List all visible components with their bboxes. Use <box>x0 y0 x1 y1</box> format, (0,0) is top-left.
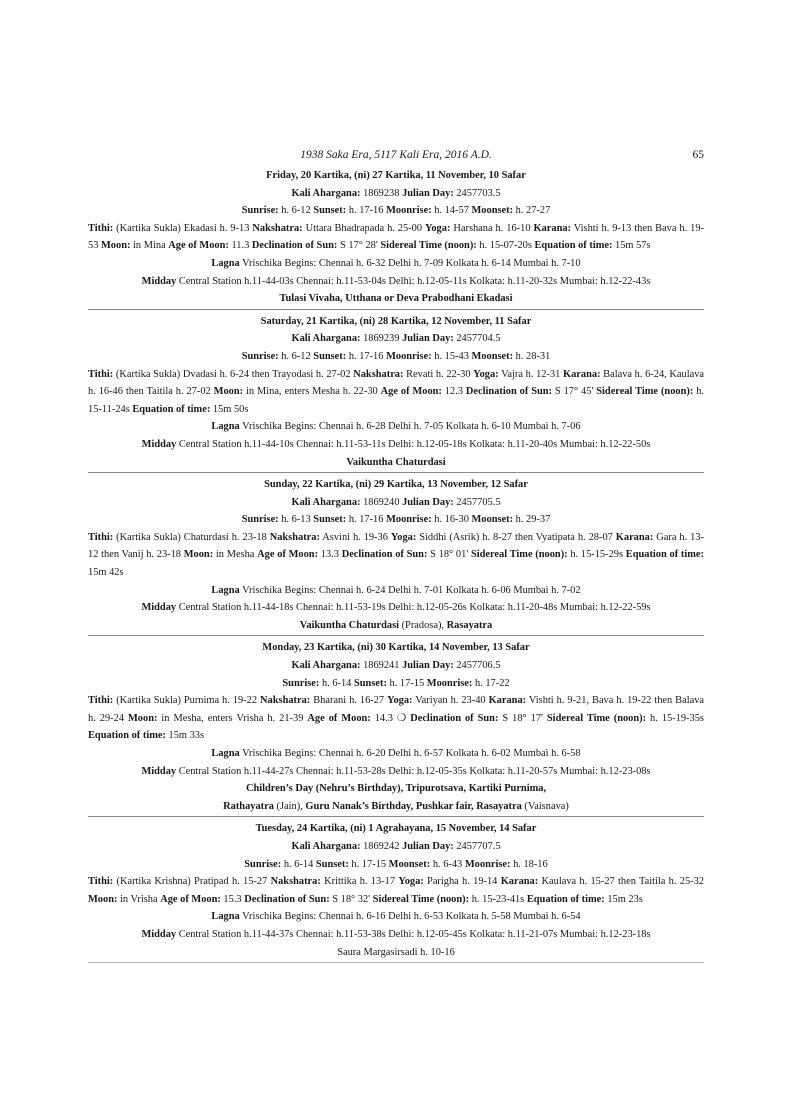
detail-item-value: Vishti h. 9-21, Bava h. 19-22 then Balava h. 29-24 <box>88 695 705 724</box>
sun-moon-item-value: h. 17-16 <box>346 205 384 217</box>
sun-moon-item-value: h. 28-31 <box>513 350 551 362</box>
midday-value: Central Station h.11-44-03s Chennai: h.11-53-04s Delhi: h.12-05-11s Kolkata: h.11-20-32s Mumbai: h.12-22-43s <box>176 275 651 287</box>
detail-item-value: Kaulava h. 15-27 then Taitila h. 25-32 <box>538 876 704 888</box>
detail-item-value: Bharani h. 16-27 <box>310 695 385 707</box>
detail-item-label: Karana: <box>500 876 539 888</box>
kali-ahargana-label: Kali Ahargana: <box>291 333 361 345</box>
detail-item-value: Balava h. 6-24, Kaulava h. 16-46 then Taitila h. 27-02 <box>88 368 704 398</box>
detail-item-value: S 17° 45' <box>552 386 594 398</box>
lagna-line <box>88 908 704 926</box>
detail-item-value: Asvini h. 19-36 <box>319 531 388 543</box>
lagna-label: Lagna <box>211 421 240 433</box>
day-details <box>88 220 704 255</box>
detail-item-value: 15m 42s <box>88 567 124 579</box>
festival-text: Children’s Day (Nehru’s Birthday), Tripurotsava, Kartiki Purnima, <box>245 783 547 795</box>
detail-item-label: Tithi: <box>88 876 114 888</box>
almanac-page <box>88 149 704 966</box>
detail-item-label: Declination of Sun: <box>244 893 330 905</box>
day-entry <box>88 167 704 308</box>
day-entries <box>88 167 704 963</box>
sun-moon-line <box>88 675 704 693</box>
midday-line <box>88 599 704 617</box>
detail-item-value: 15m 57s <box>612 240 651 252</box>
kali-ahargana-value: 1869238 <box>360 187 400 199</box>
midday-line <box>88 926 704 944</box>
sun-moon-item-value: h. 6-12 <box>278 205 311 217</box>
sun-moon-item-value: h. 14-57 <box>431 205 469 217</box>
festival-text: (Pradosa), <box>399 619 447 631</box>
detail-item-value: 15m 50s <box>210 403 249 415</box>
day-entry <box>88 476 704 634</box>
detail-item-label: Sidereal Time (noon): <box>380 240 477 252</box>
festival-text: (Vaisnava) <box>521 800 569 812</box>
detail-item-label: Moon: <box>128 712 158 724</box>
festival-text: Vaikuntha Chaturdasi <box>346 456 446 468</box>
kali-ahargana-value: 1869242 <box>360 840 400 852</box>
detail-item-value: Parigha h. 19-14 <box>423 876 498 888</box>
sun-moon-item-value: h. 6-12 <box>278 350 311 362</box>
sun-moon-item-value: h. 27-27 <box>513 205 551 217</box>
kali-ahargana-label: Kali Ahargana: <box>291 187 361 199</box>
detail-item-value: in Mesha <box>213 549 255 561</box>
sun-moon-item-label: Sunrise: <box>282 677 320 689</box>
detail-item-value: h. 15-15-29s <box>567 549 624 561</box>
kali-julian-line <box>88 494 704 512</box>
julian-day-value: 2457704.5 <box>453 333 501 345</box>
sun-moon-item-label: Sunrise: <box>244 858 282 870</box>
day-date <box>88 639 704 657</box>
detail-item-label: Equation of time: <box>534 240 613 252</box>
detail-item-label: Nakshatra: <box>252 222 303 234</box>
detail-item-value: Variyan h. 23-40 <box>412 695 486 707</box>
lagna-label: Lagna <box>211 257 240 269</box>
kali-ahargana-label: Kali Ahargana: <box>291 840 361 852</box>
festival-text: Saura Margasirsadi h. 10-16 <box>337 946 455 958</box>
sun-moon-item-label: Moonrise: <box>464 858 511 870</box>
detail-item-label: Sidereal Time (noon): <box>470 549 568 561</box>
detail-item-label: Karana: <box>488 695 527 707</box>
detail-item-label: Declination of Sun: <box>341 549 428 561</box>
lagna-value: Vrischika Begins: Chennai h. 6-16 Delhi h. 6-53 Kolkata h. 5-58 Mumbai h. 6-54 <box>239 911 581 923</box>
sun-moon-line <box>88 348 704 366</box>
detail-item-label: Nakshatra: <box>270 876 321 888</box>
sun-moon-item-value: h. 17-15 <box>386 677 425 689</box>
detail-item-value: Siddhi (Asrik) h. 8-27 then Vyatipata h. 28-07 <box>416 531 613 543</box>
sun-moon-item-value: h. 6-13 <box>278 514 311 526</box>
detail-item-value: (Kartika Sukla) Dvadasi h. 6-24 then Trayodasi h. 27-02 <box>113 368 351 380</box>
sun-moon-item-value: h. 17-16 <box>346 514 384 526</box>
festival-line <box>88 617 704 635</box>
detail-item-label: Sidereal Time (noon): <box>372 893 470 905</box>
page-number: 65 <box>692 149 704 161</box>
sun-moon-item-label: Moonrise: <box>426 677 473 689</box>
midday-label: Midday <box>141 765 177 777</box>
kali-ahargana-value: 1869241 <box>360 660 400 672</box>
detail-item-label: Tithi: <box>88 368 114 380</box>
detail-item-label: Tithi: <box>88 531 114 543</box>
midday-value: Central Station h.11-44-27s Chennai: h.11-53-28s Delhi: h.12-05-35s Kolkata: h.11-20-57s Mumbai: h.12-23-08s <box>176 765 651 777</box>
sun-moon-item-label: Moonrise: <box>386 514 432 526</box>
kali-ahargana-label: Kali Ahargana: <box>291 496 361 508</box>
detail-item-value: Vishti h. 9-13 then Bava h. 19-53 <box>88 222 704 252</box>
sun-moon-item-value: h. 29-37 <box>513 514 551 526</box>
detail-item-label: Sidereal Time (noon): <box>596 386 694 398</box>
sun-moon-item-value: h. 17-15 <box>348 858 387 870</box>
detail-item-value: S 17° 28' <box>337 240 378 252</box>
detail-item-value: in Mesha, enters Vrisha h. 21-39 <box>157 712 304 724</box>
sun-moon-item-label: Moonset: <box>471 514 514 526</box>
detail-item-value: Krittika h. 13-17 <box>320 876 396 888</box>
sun-moon-item-label: Sunset: <box>354 677 387 689</box>
detail-item-label: Age of Moon: <box>168 240 229 252</box>
detail-item-value: h. 15-23-41s <box>469 893 525 905</box>
lagna-label: Lagna <box>211 584 240 596</box>
detail-item-label: Yoga: <box>390 531 417 543</box>
kali-ahargana-value: 1869239 <box>360 333 400 345</box>
detail-item-label: Moon: <box>88 893 118 905</box>
detail-item-value: Harshana h. 16-10 <box>450 222 531 234</box>
julian-day-label: Julian Day: <box>402 187 454 199</box>
detail-item-value: in Mina <box>130 240 166 252</box>
detail-item-label: Equation of time: <box>625 549 704 561</box>
julian-day-value: 2457706.5 <box>453 660 501 672</box>
detail-item-value: Revati h. 22-30 <box>403 368 471 380</box>
detail-item-label: Age of Moon: <box>257 549 319 561</box>
entry-separator <box>88 962 704 963</box>
day-entry <box>88 639 704 815</box>
detail-item-label: Yoga: <box>387 695 413 707</box>
kali-ahargana-value: 1869240 <box>360 496 400 508</box>
lagna-value: Vrischika Begins: Chennai h. 6-24 Delhi h. 7-01 Kolkata h. 6-06 Mumbai h. 7-02 <box>239 584 581 596</box>
sun-moon-item-value: h. 15-43 <box>431 350 469 362</box>
julian-day-label: Julian Day: <box>402 333 454 345</box>
sun-moon-item-value: h. 17-22 <box>472 677 510 689</box>
lagna-line <box>88 255 704 273</box>
day-details <box>88 692 704 745</box>
julian-day-label: Julian Day: <box>402 840 454 852</box>
detail-item-label: Moon: <box>101 240 131 252</box>
detail-item-value: 12.3 <box>441 386 463 398</box>
festival-text: Vaikuntha Chaturdasi <box>299 619 399 631</box>
detail-item-value: 14.3 ❍ <box>370 712 407 724</box>
detail-item-value: h. 15-19-35s <box>646 712 704 724</box>
detail-item-label: Yoga: <box>473 368 499 380</box>
day-date-text: Sunday, 22 Kartika, (ni) 29 Kartika, 13 November, 12 Safar <box>264 479 528 491</box>
sun-moon-line <box>88 511 704 529</box>
entry-separator <box>88 816 704 817</box>
detail-item-label: Nakshatra: <box>269 531 320 543</box>
sun-moon-item-label: Moonset: <box>471 205 514 217</box>
sun-moon-item-value: h. 6-14 <box>281 858 314 870</box>
detail-item-value: 15m 33s <box>165 730 205 742</box>
sun-moon-item-value: h. 16-30 <box>431 514 469 526</box>
day-date <box>88 476 704 494</box>
page-header <box>88 149 704 167</box>
detail-item-value: 11.3 <box>228 240 250 252</box>
day-date-text: Saturday, 21 Kartika, (ni) 28 Kartika, 12 November, 11 Safar <box>260 315 532 327</box>
detail-item-value: 13.3 <box>318 549 339 561</box>
sun-moon-item-label: Sunrise: <box>241 514 279 526</box>
detail-item-label: Equation of time: <box>88 730 166 742</box>
detail-item-label: Nakshatra: <box>260 695 311 707</box>
sun-moon-item-label: Moonrise: <box>386 205 432 217</box>
julian-day-value: 2457705.5 <box>453 496 501 508</box>
detail-item-value: S 18° 17' <box>498 712 543 724</box>
kali-julian-line <box>88 838 704 856</box>
day-date-text: Tuesday, 24 Kartika, (ni) 1 Agrahayana, 15 November, 14 Safar <box>255 823 537 835</box>
kali-julian-line <box>88 330 704 348</box>
sun-moon-item-label: Sunrise: <box>241 205 279 217</box>
midday-label: Midday <box>141 438 177 450</box>
festival-text: Guru Nanak’s Birthday, Pushkar fair, Rasayatra <box>305 800 522 812</box>
midday-label: Midday <box>141 275 177 287</box>
sun-moon-item-value: h. 18-16 <box>510 858 548 870</box>
detail-item-label: Declination of Sun: <box>251 240 338 252</box>
detail-item-label: Karana: <box>615 531 654 543</box>
sun-moon-item-label: Sunset: <box>313 205 347 217</box>
julian-day-label: Julian Day: <box>402 496 454 508</box>
festival-line <box>88 290 704 308</box>
midday-value: Central Station h.11-44-10s Chennai: h.11-53-11s Delhi: h.12-05-18s Kolkata: h.11-20-40s Mumbai: h.12-22-50s <box>176 438 651 450</box>
detail-item-value: h. 15-07-20s <box>476 240 532 252</box>
detail-item-label: Age of Moon: <box>380 386 442 398</box>
lagna-line <box>88 582 704 600</box>
midday-line <box>88 436 704 454</box>
detail-item-value: (Kartika Sukla) Chaturdasi h. 23-18 <box>113 531 267 543</box>
sun-moon-item-label: Moonset: <box>471 350 514 362</box>
julian-day-value: 2457707.5 <box>453 840 501 852</box>
midday-label: Midday <box>141 602 177 614</box>
detail-item-label: Age of Moon: <box>160 893 221 905</box>
midday-line <box>88 763 704 781</box>
detail-item-label: Tithi: <box>88 222 114 234</box>
sun-moon-item-label: Moonset: <box>388 858 431 870</box>
julian-day-label: Julian Day: <box>402 660 454 672</box>
detail-item-value: S 18° 32' <box>329 893 371 905</box>
kali-julian-line <box>88 185 704 203</box>
lagna-line <box>88 418 704 436</box>
detail-item-value: (Kartika Krishna) Pratipad h. 15-27 <box>113 876 268 888</box>
midday-value: Central Station h.11-44-18s Chennai: h.11-53-19s Delhi: h.12-05-26s Kolkata: h.11-20-48s Mumbai: h.12-22-59s <box>176 602 651 614</box>
detail-item-label: Moon: <box>183 549 214 561</box>
detail-item-label: Karana: <box>533 222 572 234</box>
sun-moon-line <box>88 856 704 874</box>
detail-item-label: Age of Moon: <box>307 712 371 724</box>
entry-separator <box>88 309 704 310</box>
festival-line <box>88 454 704 472</box>
sun-moon-item-label: Sunset: <box>315 858 349 870</box>
detail-item-value: in Vrisha <box>117 893 158 905</box>
detail-item-label: Equation of time: <box>132 403 211 415</box>
festival-text: (Jain), <box>273 800 306 812</box>
day-details <box>88 366 704 419</box>
detail-item-value: 15.3 <box>220 893 242 905</box>
sun-moon-item-value: h. 17-16 <box>346 350 384 362</box>
page-header-title: 1938 Saka Era, 5117 Kali Era, 2016 A.D. <box>300 149 492 161</box>
sun-moon-item-label: Moonrise: <box>386 350 432 362</box>
festival-line <box>88 798 704 816</box>
festival-text: Rathayatra <box>223 800 274 812</box>
detail-item-value: h. 15-11-24s <box>88 386 705 415</box>
sun-moon-item-value: h. 6-14 <box>319 677 352 689</box>
detail-item-label: Yoga: <box>398 876 424 888</box>
julian-day-value: 2457703.5 <box>453 187 501 199</box>
lagna-value: Vrischika Begins: Chennai h. 6-28 Delhi h. 7-05 Kolkata h. 6-10 Mumbai h. 7-06 <box>239 421 581 433</box>
detail-item-value: Vajra h. 12-31 <box>498 368 561 380</box>
day-date <box>88 167 704 185</box>
entry-separator <box>88 635 704 636</box>
detail-item-label: Equation of time: <box>526 893 605 905</box>
festival-text: Tulasi Vivaha, Utthana or Deva Prabodhani Ekadasi <box>279 293 513 305</box>
kali-julian-line <box>88 657 704 675</box>
day-details <box>88 529 704 582</box>
day-date-text: Monday, 23 Kartika, (ni) 30 Kartika, 14 November, 13 Safar <box>262 642 530 654</box>
day-entry <box>88 820 704 961</box>
festival-line <box>88 944 704 962</box>
detail-item-label: Karana: <box>562 368 601 380</box>
detail-item-label: Yoga: <box>425 222 451 234</box>
day-date <box>88 313 704 331</box>
sun-moon-item-value: h. 6-43 <box>430 858 463 870</box>
kali-ahargana-label: Kali Ahargana: <box>291 660 361 672</box>
day-details <box>88 873 704 908</box>
lagna-label: Lagna <box>211 748 240 759</box>
sun-moon-line <box>88 202 704 220</box>
detail-item-value: 15m 23s <box>604 893 643 905</box>
detail-item-value: Uttara Bhadrapada h. 25-00 <box>302 222 423 234</box>
detail-item-label: Sidereal Time (noon): <box>546 712 647 724</box>
detail-item-value: in Mina, enters Mesha h. 22-30 <box>243 386 378 398</box>
lagna-line <box>88 745 704 763</box>
day-date <box>88 820 704 838</box>
midday-line <box>88 273 704 291</box>
sun-moon-item-label: Sunset: <box>313 514 347 526</box>
lagna-value: Vrischika Begins: Chennai h. 6-32 Delhi h. 7-09 Kolkata h. 6-14 Mumbai h. 7-10 <box>239 257 581 269</box>
day-entry <box>88 313 704 471</box>
detail-item-label: Declination of Sun: <box>410 712 499 724</box>
detail-item-label: Tithi: <box>88 695 114 707</box>
sun-moon-item-label: Sunset: <box>313 350 347 362</box>
lagna-value: Vrischika Begins: Chennai h. 6-20 Delhi h. 6-57 Kolkata h. 6-02 Mumbai h. 6-58 <box>239 748 581 759</box>
festival-text: Rasayatra <box>446 619 493 631</box>
detail-item-value: Gara h. 13-12 then Vanij h. 23-18 <box>88 531 704 561</box>
detail-item-value: S 18° 01' <box>427 549 469 561</box>
detail-item-value: (Kartika Sukla) Purnima h. 19-22 <box>113 695 258 707</box>
day-date-text: Friday, 20 Kartika, (ni) 27 Kartika, 11 November, 10 Safar <box>266 170 526 181</box>
festival-line <box>88 780 704 798</box>
detail-item-label: Moon: <box>213 386 244 398</box>
detail-item-label: Declination of Sun: <box>465 386 552 398</box>
midday-label: Midday <box>141 928 177 940</box>
detail-item-label: Nakshatra: <box>353 368 404 380</box>
detail-item-value: (Kartika Sukla) Ekadasi h. 9-13 <box>113 222 250 234</box>
lagna-label: Lagna <box>211 911 240 923</box>
sun-moon-item-label: Sunrise: <box>241 350 279 362</box>
entry-separator <box>88 472 704 473</box>
midday-value: Central Station h.11-44-37s Chennai: h.11-53-38s Delhi: h.12-05-45s Kolkata: h.11-21-07s Mumbai: h.12-23-18s <box>176 928 651 940</box>
